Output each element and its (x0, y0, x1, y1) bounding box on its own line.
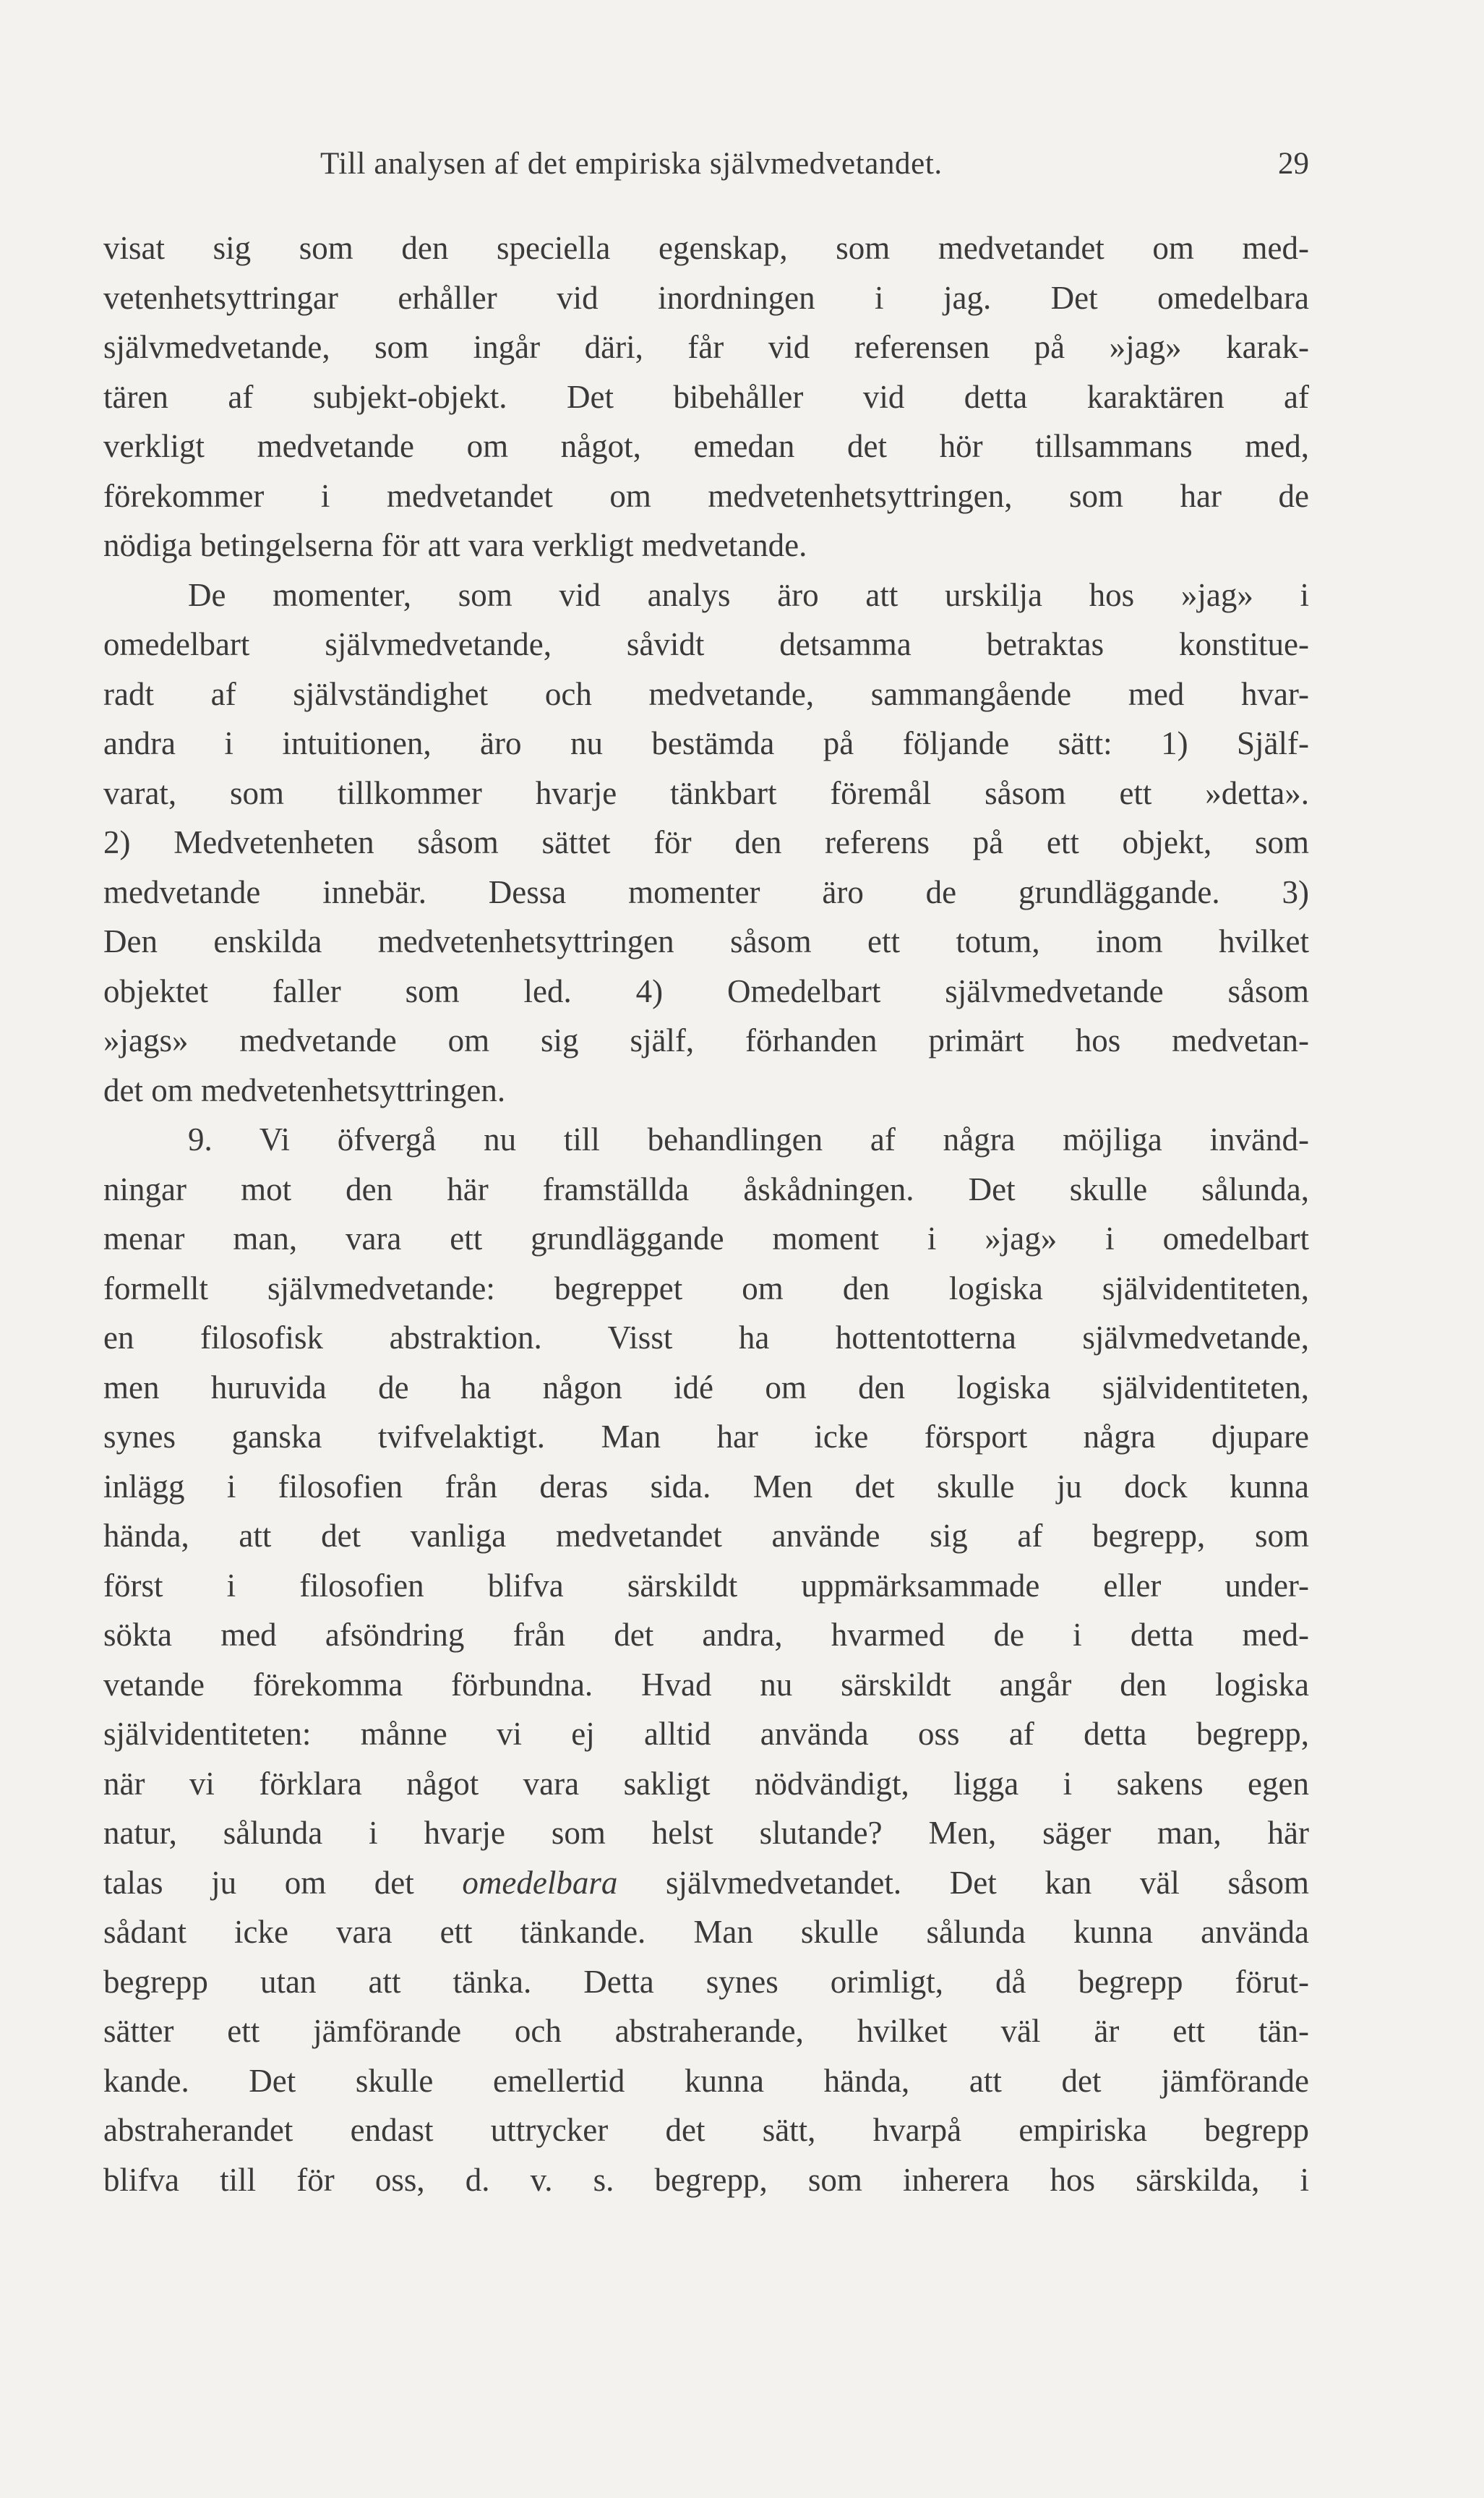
text-line: »jags» medvetande om sig själf, förhanden primärt hos medvetan- (103, 1022, 1309, 1058)
text-line: formellt självmedvetande: begreppet om den logiska självidentiteten, (103, 1270, 1309, 1306)
text-line: omedelbart självmedvetande, såvidt detsamma betraktas konstitue- (103, 626, 1309, 662)
text-line: visat sig som den speciella egenskap, som medvetandet om med- (103, 230, 1309, 266)
text-line: självmedvetande, som ingår däri, får vid referensen på »jag» karak- (103, 329, 1309, 365)
emphasized-word: omedelbara (462, 1864, 618, 1901)
text-segment: talas ju om det (103, 1864, 463, 1901)
text-line: sådant icke vara ett tänkande. Man skulle sålunda kunna använda (103, 1914, 1309, 1950)
body-text (103, 223, 1309, 2204)
text-line: när vi förklara något vara sakligt nödvändigt, ligga i sakens egen (103, 1765, 1309, 1802)
text-line: tären af subjekt-objekt. Det bibehåller vid detta karaktären af (103, 378, 1309, 415)
text-line: objektet faller som led. 4) Omedelbart självmedvetande såsom (103, 972, 1309, 1009)
page-number: 29 (1278, 147, 1309, 181)
text-line: en filosofisk abstraktion. Visst ha hottentotterna självmedvetande, (103, 1319, 1309, 1356)
text-line: det om medvetenhetsyttringen. (103, 1072, 506, 1108)
text-line: synes ganska tvifvelaktigt. Man har icke försport några djupare (103, 1419, 1309, 1455)
text-line: men huruvida de ha någon idé om den logiska självidentiteten, (103, 1369, 1309, 1406)
text-line: menar man, vara ett grundläggande moment i »jag» i omedelbart (103, 1220, 1309, 1257)
text-line: hända, att det vanliga medvetandet använde sig af begrepp, som (103, 1518, 1309, 1554)
text-line: 2) Medvetenheten såsom sättet för den referens på ett objekt, som (103, 824, 1309, 860)
running-title: Till analysen af det empiriska självmedvetandet. (320, 147, 943, 181)
text-line: sätter ett jämförande och abstraherande, hvilket väl är ett tän- (103, 2013, 1309, 2049)
text-line: kande. Det skulle emellertid kunna hända, att det jämförande (103, 2062, 1309, 2099)
text-line: ningar mot den här framställda åskådningen. Det skulle sålunda, (103, 1171, 1309, 1207)
book-page (103, 141, 1309, 2204)
text-line: självidentiteten: månne vi ej alltid använda oss af detta begrepp, (103, 1716, 1309, 1752)
text-line: nödiga betingelserna för att vara verkligt medvetande. (103, 527, 807, 563)
text-line: begrepp utan att tänka. Detta synes orimligt, då begrepp förut- (103, 1963, 1309, 2000)
text-line: abstraherandet endast uttrycker det sätt, hvarpå empiriska begrepp (103, 2112, 1309, 2148)
text-line: vetenhetsyttringar erhåller vid inordningen i jag. Det omedelbara (103, 279, 1309, 316)
text-line: förekommer i medvetandet om medvetenhetsyttringen, som har de (103, 477, 1309, 514)
text-line: blifva till för oss, d. v. s. begrepp, som inherera hos särskilda, i (103, 2161, 1309, 2198)
text-line: De momenter, som vid analys äro att urskilja hos »jag» i (188, 576, 1309, 613)
running-head (103, 141, 1309, 187)
text-line: varat, som tillkommer hvarje tänkbart föremål såsom ett »detta». (103, 774, 1309, 811)
text-line: medvetande innebär. Dessa momenter äro de grundläggande. 3) (103, 873, 1309, 910)
text-line: 9. Vi öfvergå nu till behandlingen af några möjliga invänd- (188, 1121, 1309, 1158)
text-line: andra i intuitionen, äro nu bestämda på följande sätt: 1) Själf- (103, 725, 1309, 761)
text-line: radt af självständighet och medvetande, sammangående med hvar- (103, 675, 1309, 712)
text-line: inlägg i filosofien från deras sida. Men det skulle ju dock kunna (103, 1468, 1309, 1505)
text-line-with-emphasis (103, 1858, 1309, 1908)
text-line: Den enskilda medvetenhetsyttringen såsom ett totum, inom hvilket (103, 923, 1309, 959)
text-line: natur, sålunda i hvarje som helst slutande? Men, säger man, här (103, 1815, 1309, 1851)
text-line: vetande förekomma förbundna. Hvad nu särskildt angår den logiska (103, 1666, 1309, 1703)
text-line: sökta med afsöndring från det andra, hvarmed de i detta med- (103, 1617, 1309, 1653)
text-line: först i filosofien blifva särskildt uppmärksammade eller under- (103, 1567, 1309, 1604)
text-line: verkligt medvetande om något, emedan det hör tillsammans med, (103, 428, 1309, 464)
text-segment: självmedvetandet. Det kan väl såsom (617, 1864, 1309, 1901)
